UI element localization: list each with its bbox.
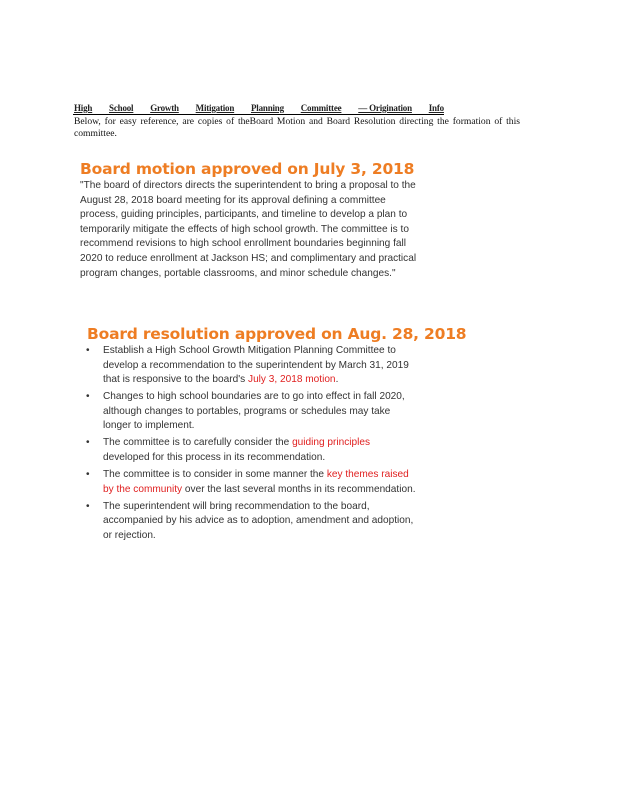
header-word: High <box>74 103 93 113</box>
bullet: • <box>86 437 90 449</box>
list-item <box>86 344 416 388</box>
bullet: • <box>86 345 90 356</box>
header-word: Mitigation <box>195 103 235 113</box>
list-item <box>86 468 416 497</box>
guiding-principles-link[interactable]: guiding principles <box>292 437 371 449</box>
item-text: The superintendent will bring recommendation to the board, accompanied by his advice as to adoption, amendment and adoption, or rejection. <box>103 500 414 541</box>
bullet: • <box>86 391 90 403</box>
resolution-title: Board resolution approved on Aug. 28, 2018 <box>87 325 467 343</box>
bullet: • <box>86 468 90 480</box>
item-text: The committee is to carefully consider the <box>103 437 293 449</box>
motion-link[interactable]: July 3, 2018 motion <box>248 374 336 386</box>
item-text: . <box>335 374 339 386</box>
key-themes-link[interactable]: key themes raised by the community <box>103 468 409 495</box>
header-word: School <box>109 103 134 113</box>
header-word: Info <box>428 103 444 113</box>
list-item <box>86 390 416 434</box>
list-item <box>86 436 416 465</box>
item-text: developed for this process in its recommendation. <box>103 451 326 463</box>
header-word: — Origination <box>358 103 412 113</box>
motion-title: Board motion approved on July 3, 2018 <box>80 160 415 178</box>
header-divider <box>73 114 444 115</box>
resolution-list <box>86 344 416 546</box>
header-word: Growth <box>150 103 179 113</box>
item-text: Changes to high school boundaries are to go into effect in fall 2020, although changes to portables, programs or schedules may take longer to implement. <box>103 391 405 432</box>
document-header <box>74 103 444 113</box>
header-word: Planning <box>250 103 284 113</box>
motion-text: "The board of directors directs the superintendent to bring a proposal to the August 28, 2018 board meeting for its approval defining a committee process, guiding principles, participants, and timeline to develop a plan to temporarily mitigate the effects of high school growth. The committee is to recommend revisions to high school enrollment boundaries beginning fall 2020 to reduce enrollment at Jackson HS; and complimentary and practical program changes, portable classrooms, and minor schedule changes." <box>80 180 417 279</box>
item-text: over the last several months in its recommendation. <box>182 483 416 495</box>
item-text: Establish a High School Growth Mitigation Planning Committee to develop a recommendation to the superintendent by March 31, 2019 that is responsive to the board's <box>103 345 409 386</box>
header-word: Committee <box>300 103 342 113</box>
item-text: The committee is to consider in some manner the <box>103 468 327 480</box>
list-item <box>86 500 416 544</box>
bullet: • <box>86 500 90 512</box>
intro-paragraph: Below, for easy reference, are copies of theBoard Motion and Board Resolution directing the formation of this committee. <box>74 116 520 139</box>
